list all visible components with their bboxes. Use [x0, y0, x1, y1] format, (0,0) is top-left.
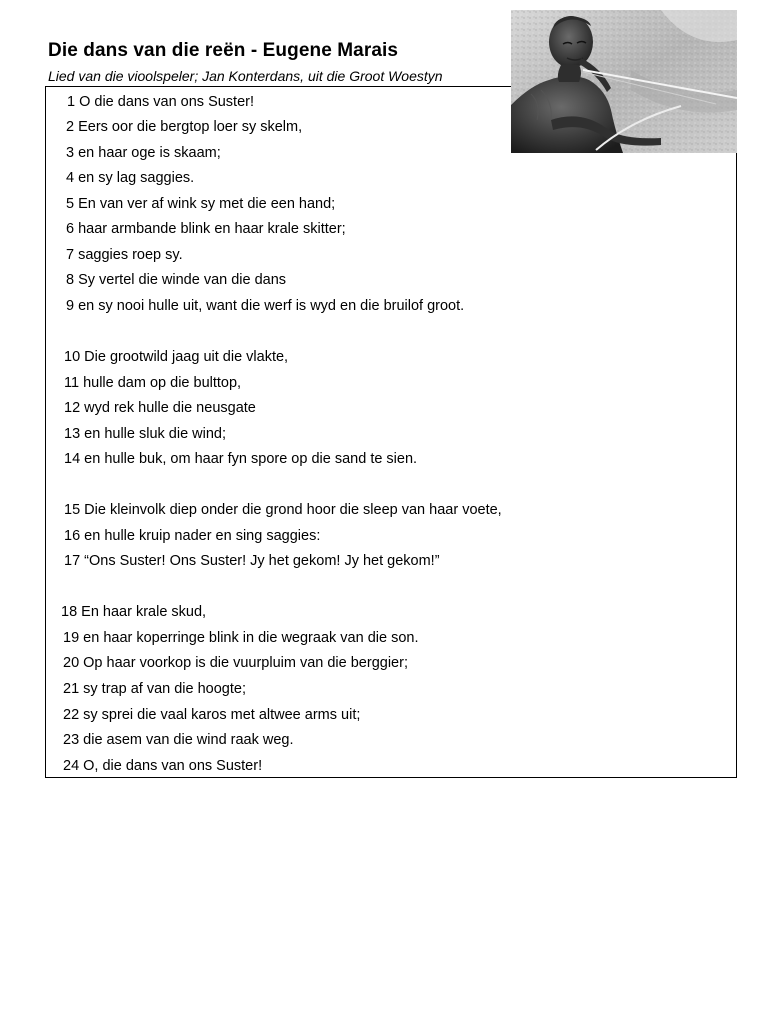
page-title: Die dans van die reën - Eugene Marais: [48, 40, 399, 61]
poem-line: 21 sy trap af van die hoogte;: [63, 681, 246, 697]
poem-line: 22 sy sprei die vaal karos met altwee arms uit;: [63, 707, 361, 723]
poem-line: 16 en hulle kruip nader en sing saggies:: [64, 528, 321, 544]
poem-line: 11 hulle dam op die bulttop,: [64, 375, 242, 391]
poem-line: 20 Op haar voorkop is die vuurpluim van die berggier;: [63, 655, 408, 671]
poem-line: 1 O die dans van ons Suster!: [67, 94, 254, 110]
poem-line: 14 en hulle buk, om haar fyn spore op die sand te sien.: [64, 451, 418, 467]
poem-line: 13 en hulle sluk die wind;: [64, 426, 227, 442]
poem-line: 7 saggies roep sy.: [66, 247, 183, 263]
poem-line: 9 en sy nooi hulle uit, want die werf is wyd en die bruilof groot.: [66, 298, 465, 314]
poem-line: 23 die asem van die wind raak weg.: [63, 732, 294, 748]
poem-line: 19 en haar koperringe blink in die wegraak van die son.: [63, 630, 419, 646]
photo-of-man-with-bow: [511, 10, 737, 153]
photo-illustration: [511, 10, 737, 153]
page-subtitle: Lied van die vioolspeler; Jan Konterdans, uit die Groot Woestyn: [48, 68, 443, 84]
poem-line: 8 Sy vertel die winde van die dans: [66, 272, 287, 288]
poem-line: 17 “Ons Suster! Ons Suster! Jy het gekom! Jy het gekom!”: [64, 553, 440, 569]
poem-line: 4 en sy lag saggies.: [66, 170, 195, 186]
poem-line: 3 en haar oge is skaam;: [66, 145, 221, 161]
poem-line: 15 Die kleinvolk diep onder die grond hoor die sleep van haar voete,: [64, 502, 502, 518]
poem-line: 10 Die grootwild jaag uit die vlakte,: [64, 349, 289, 365]
poem-line: 5 En van ver af wink sy met die een hand;: [66, 196, 336, 212]
poem-line: 2 Eers oor die bergtop loer sy skelm,: [66, 119, 303, 135]
poem-line: 18 En haar krale skud,: [61, 604, 207, 620]
poem-line: 6 haar armbande blink en haar krale skitter;: [66, 221, 346, 237]
poem-line: 12 wyd rek hulle die neusgate: [64, 400, 256, 416]
poem-line: 24 O, die dans van ons Suster!: [63, 758, 263, 774]
